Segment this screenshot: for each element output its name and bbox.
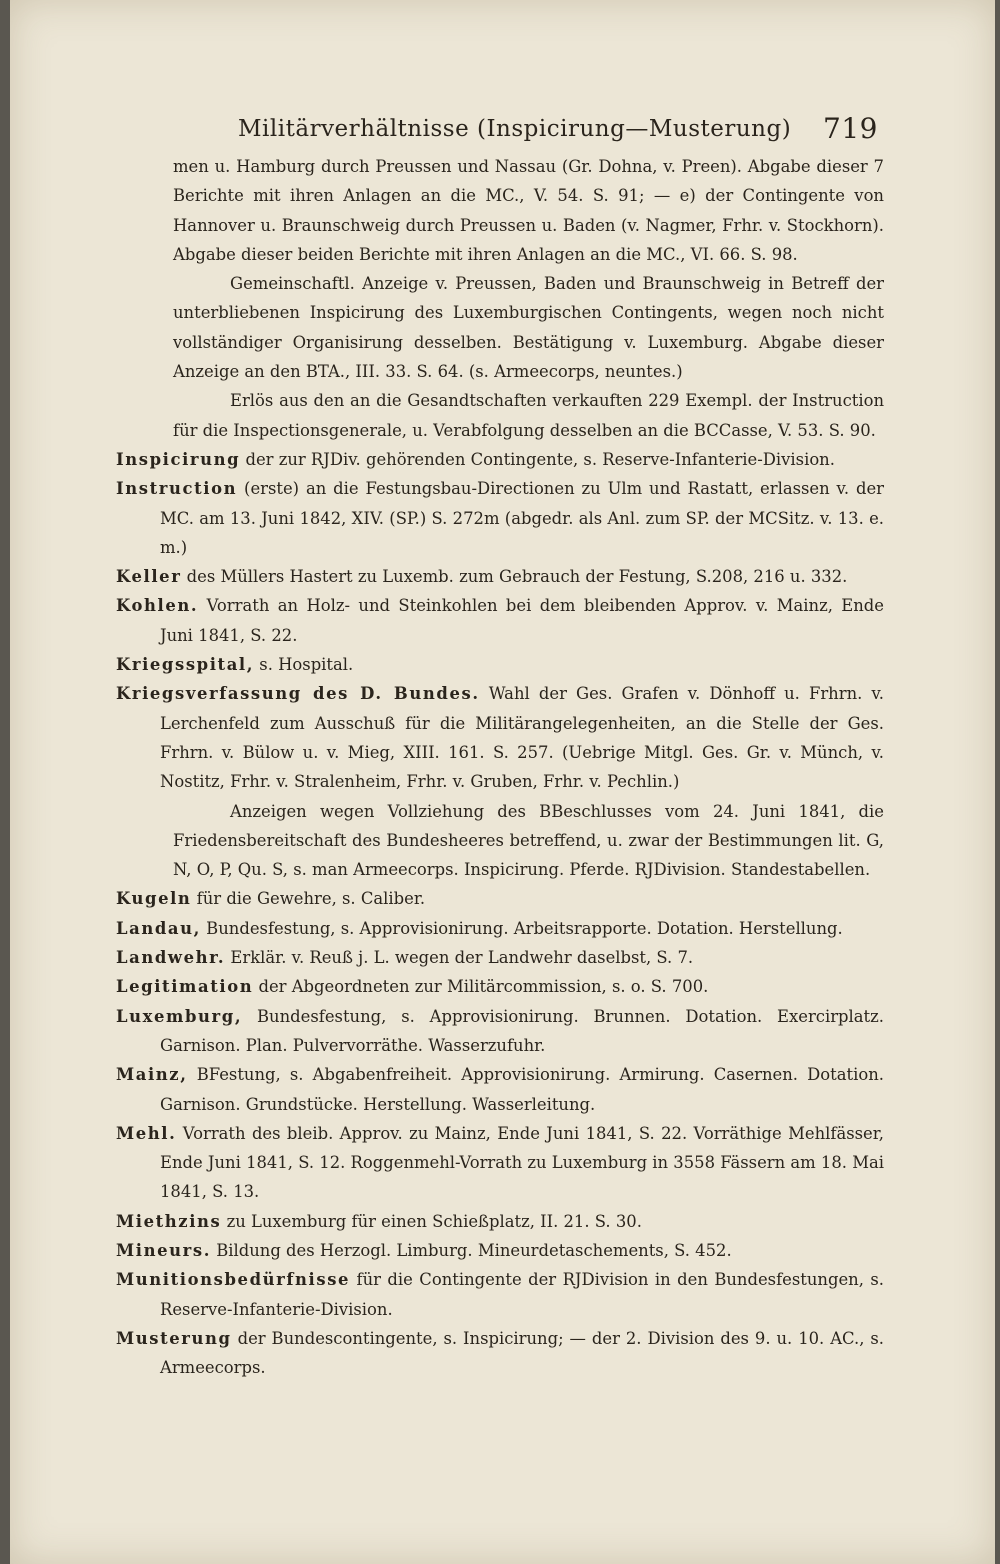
index-entry: Instruction (erste) an die Festungsbau-Directionen zu Ulm und Rastatt, erlassen v. der MC. am 13. Juni 1842, XIV. (SP.) S. 272m (abgedr. als Anl. zum SP. der MCSitz. v. 13. e. m.) [116, 479, 884, 557]
entry-keyword: Miethzins [116, 1211, 222, 1231]
entry-keyword: Inspicirung [116, 449, 241, 469]
index-entry: Munitionsbedürfnisse für die Contingente der RJDivision in den Bundesfestungen, s. Reserve-Infanterie-Division. [116, 1270, 884, 1319]
index-entry: Landau, Bundesfestung, s. Approvisionirung. Arbeitsrapporte. Dotation. Herstellung. [116, 918, 843, 938]
index-entry: Mineurs. Bildung des Herzogl. Limburg. Mineurdetaschements, S. 452. [116, 1240, 732, 1260]
entry-keyword: Landau, [116, 918, 201, 938]
entry-keyword: Luxemburg, [116, 1006, 243, 1026]
sub-paragraph: Gemeinschaftl. Anzeige v. Preussen, Baden und Braunschweig in Betreff der unterbliebenen Inspicirung des Luxemburgischen Contingents, wegen noch nicht vollständiger Organisirung desselben. Bestätigung v. Luxemburg. Abgabe dieser Anzeige an den BTA., III. 33. S. 64. (s. Armeecorps, neuntes.) [173, 274, 884, 382]
entry-keyword: Kriegsverfassung des D. Bundes. [116, 684, 480, 704]
entry-keyword: Mainz, [116, 1065, 188, 1085]
index-entry: Kriegsverfassung des D. Bundes. Wahl der Ges. Grafen v. Dönhoff u. Frhrn. v. Lerchenfeld zum Ausschuß für die Militärangelegenheiten, an die Stelle der Ges. Frhrn. v. Bülow u. v. Mieg, XIII. 161. S. 257. (Uebrige Mitgl. Ges. Gr. v. Münch, v. Nostitz, Frhr. v. Stralenheim, Frhr. v. Gruben, Frhr. v. Pechlin.) [116, 684, 884, 792]
entry-keyword: Mineurs. [116, 1240, 212, 1260]
index-entry: Landwehr. Erklär. v. Reuß j. L. wegen der Landwehr daselbst, S. 7. [116, 948, 694, 968]
entry-keyword: Kugeln [116, 889, 192, 909]
entry-keyword: Legitimation [116, 977, 254, 997]
index-entry: Mainz, BFestung, s. Abgabenfreiheit. Approvisionirung. Armirung. Casernen. Dotation. Garnison. Grundstücke. Herstellung. Wasserleitung. [116, 1065, 884, 1114]
entry-keyword: Kohlen. [116, 596, 199, 616]
entry-keyword: Landwehr. [116, 948, 226, 968]
index-entry: Legitimation der Abgeordneten zur Militärcommission, s. o. S. 700. [116, 977, 709, 997]
index-entry: Luxemburg, Bundesfestung, s. Approvisionirung. Brunnen. Dotation. Exercirplatz. Garnison. Plan. Pulvervorräthe. Wasserzufuhr. [116, 1006, 884, 1055]
index-entry: Musterung der Bundescontingente, s. Inspicirung; — der 2. Division des 9. u. 10. AC., s. Armeecorps. [116, 1328, 884, 1378]
index-text [116, 152, 884, 1382]
entry-keyword: Munitionsbedürfnisse [116, 1270, 351, 1290]
entry-keyword: Keller [116, 567, 182, 587]
entry-keyword: Mehl. [116, 1123, 177, 1143]
entry-keyword: Musterung [116, 1328, 232, 1348]
index-entry: Kugeln für die Gewehre, s. Caliber. [116, 889, 426, 909]
page-number: 719 [823, 112, 878, 145]
entry-keyword: Kriegsspital, [116, 655, 255, 675]
index-entry: Kohlen. Vorrath an Holz- und Steinkohlen bei dem bleibenden Approv. v. Mainz, Ende Juni 1841, S. 22. [116, 596, 884, 645]
index-entry: Inspicirung der zur RJDiv. gehörenden Contingente, s. Reserve-Infanterie-Division. [116, 449, 835, 469]
index-entry: Kriegsspital, s. Hospital. [116, 655, 354, 675]
index-entry: Miethzins zu Luxemburg für einen Schießplatz, II. 21. S. 30. [116, 1211, 642, 1231]
book-page [10, 0, 995, 1564]
entry-keyword: Instruction [116, 479, 238, 499]
index-entry: Keller des Müllers Hastert zu Luxemb. zum Gebrauch der Festung, S.208, 216 u. 332. [116, 567, 848, 587]
continued-paragraph: men u. Hamburg durch Preussen und Nassau (Gr. Dohna, v. Preen). Abgabe dieser 7 Berichte mit ihren Anlagen an die MC., V. 54. S. 91; — e) der Contingente von Hannover u. Braunschweig durch Preussen u. Baden (v. Nagmer, Frhr. v. Stockhorn). Abgabe dieser beiden Berichte mit ihren Anlagen an die MC., VI. 66. S. 98. [173, 157, 884, 264]
sub-paragraph: Anzeigen wegen Vollziehung des BBeschlusses vom 24. Juni 1841, die Friedensbereitschaft des Bundesheeres betreffend, u. zwar der Bestimmungen lit. G, N, O, P, Qu. S, s. man Armeecorps. Inspicirung. Pferde. RJDivision. Standestabellen. [173, 801, 884, 880]
running-header [238, 112, 878, 146]
sub-paragraph: Erlös aus den an die Gesandtschaften verkauften 229 Exempl. der Instruction für die Inspectionsgenerale, u. Verabfolgung desselben an die BCCasse, V. 53. S. 90. [173, 391, 884, 440]
index-entry: Mehl. Vorrath des bleib. Approv. zu Mainz, Ende Juni 1841, S. 22. Vorräthige Mehlfässer, Ende Juni 1841, S. 12. Roggenmehl-Vorrath zu Luxemburg in 3558 Fässern am 18. Mai 1841, S. 13. [116, 1123, 884, 1202]
header-title: Militärverhältnisse (Inspicirung—Musterung) [238, 116, 792, 142]
